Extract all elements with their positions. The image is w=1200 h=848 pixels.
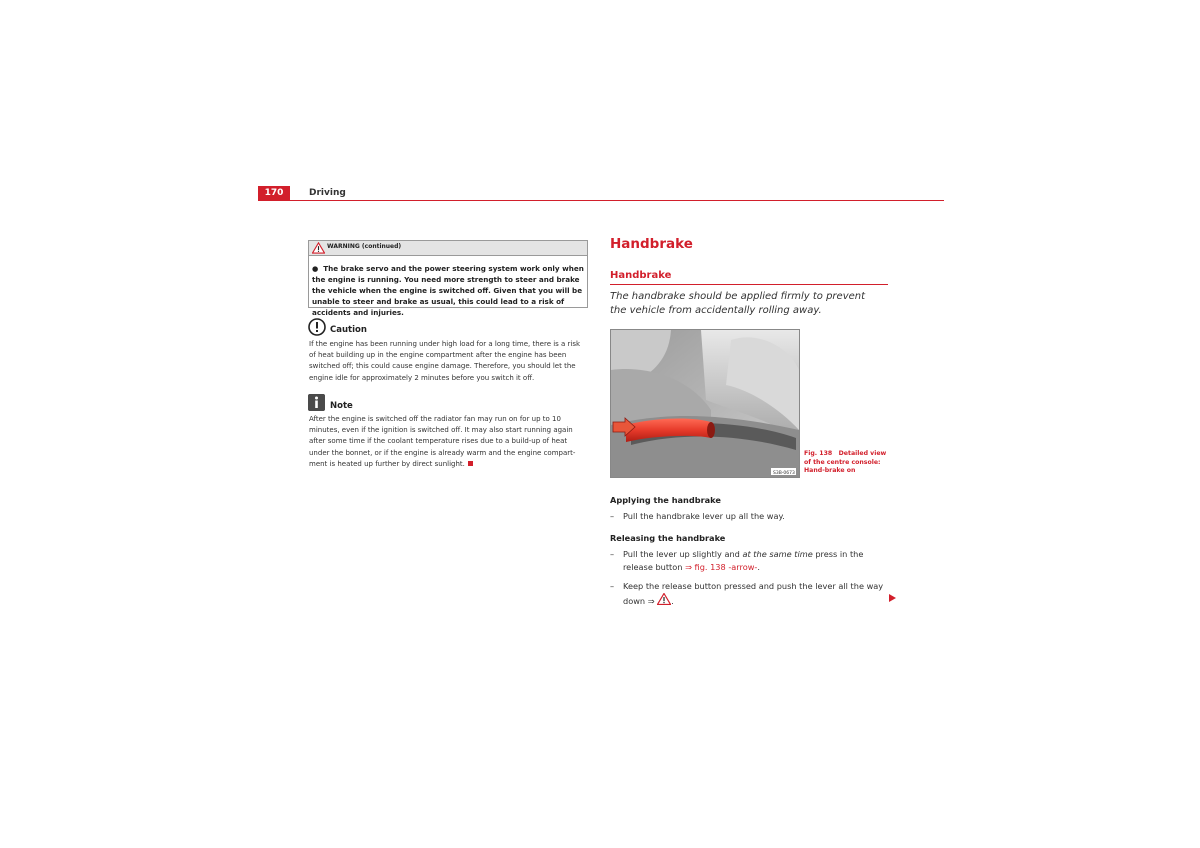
section-heading: Handbrake bbox=[610, 236, 693, 252]
warning-box bbox=[308, 240, 588, 317]
figure-code: S3B-0673 bbox=[773, 471, 795, 476]
figure-reference-link[interactable]: ⇒ fig. 138 -arrow- bbox=[685, 561, 758, 572]
step-text: Keep the release button pressed and push the lever all the way down ⇒ bbox=[623, 581, 884, 606]
warning-header bbox=[309, 241, 587, 256]
caution-text: If the engine has been running under high load for a long time, there is a risk of heat building up in the engine compartment after the engine has been switched off; this could cause engine damage. Therefore, you should let the engine idle for approximately 2 minutes before you switch it off. bbox=[309, 340, 581, 382]
note-info-icon bbox=[308, 394, 325, 411]
end-of-section-icon bbox=[468, 461, 473, 466]
applying-title: Applying the handbrake bbox=[610, 495, 721, 505]
continue-arrow-icon bbox=[889, 594, 896, 602]
caution-title: Caution bbox=[330, 325, 367, 335]
caution-icon bbox=[308, 318, 326, 336]
step-text: . bbox=[757, 561, 760, 572]
warning-triangle-icon bbox=[312, 242, 325, 254]
subheading-rule bbox=[610, 284, 888, 285]
section-subheading: Handbrake bbox=[610, 270, 672, 281]
releasing-step-1 bbox=[610, 548, 890, 573]
note-title: Note bbox=[330, 401, 353, 411]
releasing-step-1-text bbox=[623, 548, 890, 573]
warning-triangle-icon[interactable] bbox=[657, 593, 671, 605]
step-text: . bbox=[671, 595, 674, 606]
warning-text bbox=[312, 263, 586, 318]
step-text: press in the release button bbox=[623, 549, 864, 572]
applying-step-text: Pull the handbrake lever up all the way. bbox=[623, 511, 785, 521]
handbrake-figure bbox=[610, 329, 800, 478]
page-number: 170 bbox=[258, 186, 290, 201]
figure-caption-text: Detailed view of the centre console: Hand-brake on bbox=[804, 450, 887, 474]
step-dash: – bbox=[610, 549, 615, 559]
warning-title: WARNING (continued) bbox=[327, 243, 402, 250]
releasing-step-2 bbox=[610, 580, 890, 607]
step-dash: – bbox=[610, 581, 615, 591]
handbrake-illustration bbox=[611, 330, 799, 477]
step-dash: – bbox=[610, 511, 615, 521]
note-body: After the engine is switched off the radiator fan may run on for up to 10 minutes, even if the ignition is switched off. It may also start running again after some time if the coolant temperature rises due to a build-up of heat under the bonnet, or if the engine is already warm and the engine compart-ment is heated up further by direct sunlight. bbox=[309, 415, 576, 468]
figure-caption bbox=[804, 450, 894, 476]
intro-text: The handbrake should be applied firmly to prevent the vehicle from accidentally rolling away. bbox=[610, 291, 866, 316]
step-text: Pull the lever up slightly and bbox=[623, 549, 743, 559]
note-text bbox=[309, 414, 589, 470]
releasing-title: Releasing the handbrake bbox=[610, 533, 726, 543]
warning-body: The brake servo and the power steering system work only when the engine is running. You need more strength to steer and brake the vehicle when the engine is switched off. Given that you will be unable to steer and brake as usual, this could lead to a risk of accidents and injuries. bbox=[312, 264, 584, 317]
figure-caption-label: Fig. 138 bbox=[804, 450, 833, 457]
applying-step bbox=[610, 510, 890, 523]
header-rule bbox=[258, 200, 944, 201]
releasing-step-2-text bbox=[623, 580, 890, 607]
bullet-icon: ● bbox=[312, 264, 324, 273]
section-title: Driving bbox=[309, 188, 346, 198]
step-emphasis: at the same time bbox=[742, 549, 813, 559]
